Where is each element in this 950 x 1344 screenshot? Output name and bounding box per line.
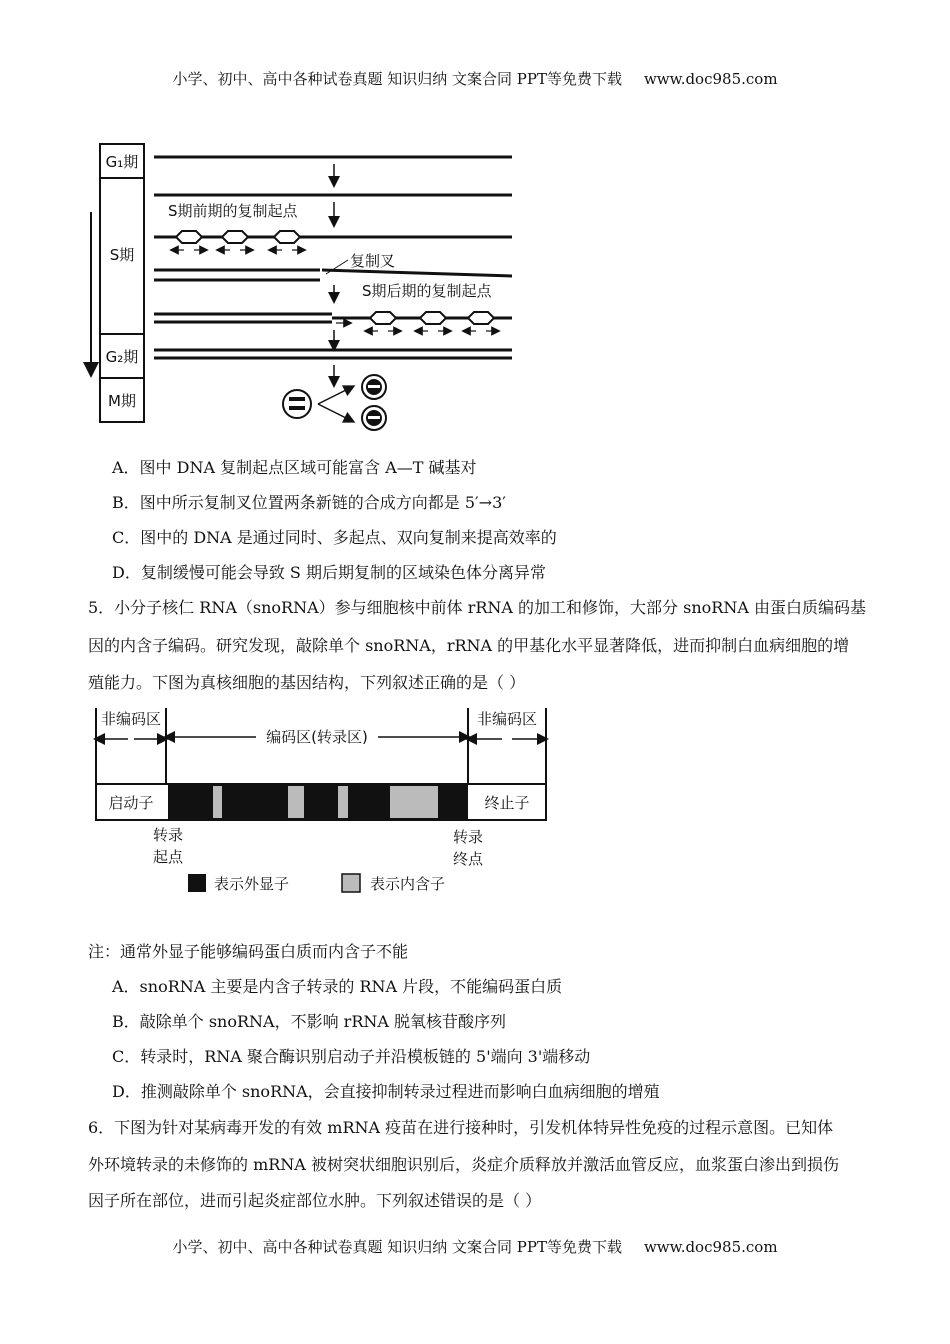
gene-structure-figure xyxy=(88,702,558,900)
q5-stem-line-1: 5．小分子核仁 RNA（snoRNA）参与细胞核中前体 rRNA 的加工和修饰，大部分 snoRNA 由蛋白质编码基 xyxy=(88,598,866,617)
intron-3 xyxy=(338,786,348,818)
label-early-origins: S期前期的复制起点 xyxy=(168,202,298,220)
q4-option-a: A．图中 DNA 复制起点区域可能富含 A—T 碱基对 xyxy=(112,458,477,477)
mitosis-cells xyxy=(283,375,386,430)
page-header xyxy=(0,68,950,89)
footer-site[interactable]: www.doc985.com xyxy=(643,1238,778,1256)
q5-option-d: D．推测敲除单个 snoRNA，会直接抑制转录过程进而影响白血病细胞的增殖 xyxy=(112,1082,660,1101)
legend-exon: 表示外显子 xyxy=(214,875,290,893)
label-terminator: 终止子 xyxy=(484,794,530,812)
phase-s: S期 xyxy=(109,246,135,264)
label-tx-start-2: 起点 xyxy=(152,848,184,866)
label-tx-end-2: 终点 xyxy=(452,850,484,868)
late-origin-bubbles xyxy=(370,312,494,324)
intron-2 xyxy=(288,786,304,818)
replication-figure xyxy=(82,140,532,435)
page-footer xyxy=(0,1236,950,1257)
q5-option-a: A．snoRNA 主要是内含子转录的 RNA 片段，不能编码蛋白质 xyxy=(112,977,563,996)
early-origin-bubbles xyxy=(176,231,300,243)
q6-stem-line-2: 外环境转录的未修饰的 mRNA 被树突状细胞识别后，炎症介质释放并激活血管反应，血浆蛋白渗出到损伤 xyxy=(88,1155,839,1174)
label-noncoding-left: 非编码区 xyxy=(100,710,162,728)
legend-exon-swatch xyxy=(188,874,206,892)
intron-4 xyxy=(390,786,438,818)
q5-option-b: B．敲除单个 snoRNA，不影响 rRNA 脱氧核苷酸序列 xyxy=(112,1012,507,1031)
phase-g2: G₂期 xyxy=(105,348,139,366)
label-noncoding-right: 非编码区 xyxy=(476,710,538,728)
q5-stem-line-2: 因的内含子编码。研究发现，敲除单个 snoRNA，rRNA 的甲基化水平显著降低，进而抑制白血病细胞的增 xyxy=(88,636,850,655)
legend-intron: 表示内含子 xyxy=(370,875,446,893)
intron-1 xyxy=(213,786,222,818)
label-late-origins: S期后期的复制起点 xyxy=(362,282,492,300)
q6-stem-line-1: 6．下图为针对某病毒开发的有效 mRNA 疫苗在进行接种时，引发机体特异性免疫的过程示意图。已知体 xyxy=(88,1118,834,1137)
q5-note: 注：通常外显子能够编码蛋白质而内含子不能 xyxy=(88,942,409,961)
label-fork: 复制叉 xyxy=(350,252,396,270)
footer-text: 小学、初中、高中各种试卷真题 知识归纳 文案合同 PPT等免费下载 xyxy=(172,1238,622,1256)
header-text: 小学、初中、高中各种试卷真题 知识归纳 文案合同 PPT等免费下载 xyxy=(172,70,622,88)
label-tx-start-1: 转录 xyxy=(152,826,184,844)
legend-intron-swatch xyxy=(342,874,360,892)
q5-option-c: C．转录时，RNA 聚合酶识别启动子并沿模板链的 5'端向 3'端移动 xyxy=(112,1047,591,1066)
q5-stem-line-3: 殖能力。下图为真核细胞的基因结构，下列叙述正确的是（ ） xyxy=(88,673,526,692)
phase-g1: G₁期 xyxy=(105,153,139,171)
q4-option-d: D．复制缓慢可能会导致 S 期后期复制的区域染色体分离异常 xyxy=(112,563,546,582)
q4-option-c: C．图中的 DNA 是通过同时、多起点、双向复制来提高效率的 xyxy=(112,528,557,547)
label-tx-end-1: 转录 xyxy=(452,828,484,846)
label-coding: 编码区(转录区) xyxy=(266,728,368,746)
phase-m: M期 xyxy=(108,392,136,410)
q4-option-b: B．图中所示复制叉位置两条新链的合成方向都是 5′→3′ xyxy=(112,493,506,512)
q6-stem-line-3: 因子所在部位，进而引起炎症部位水肿。下列叙述错误的是（ ） xyxy=(88,1191,542,1210)
header-site[interactable]: www.doc985.com xyxy=(643,70,778,88)
label-promoter: 启动子 xyxy=(108,794,154,812)
